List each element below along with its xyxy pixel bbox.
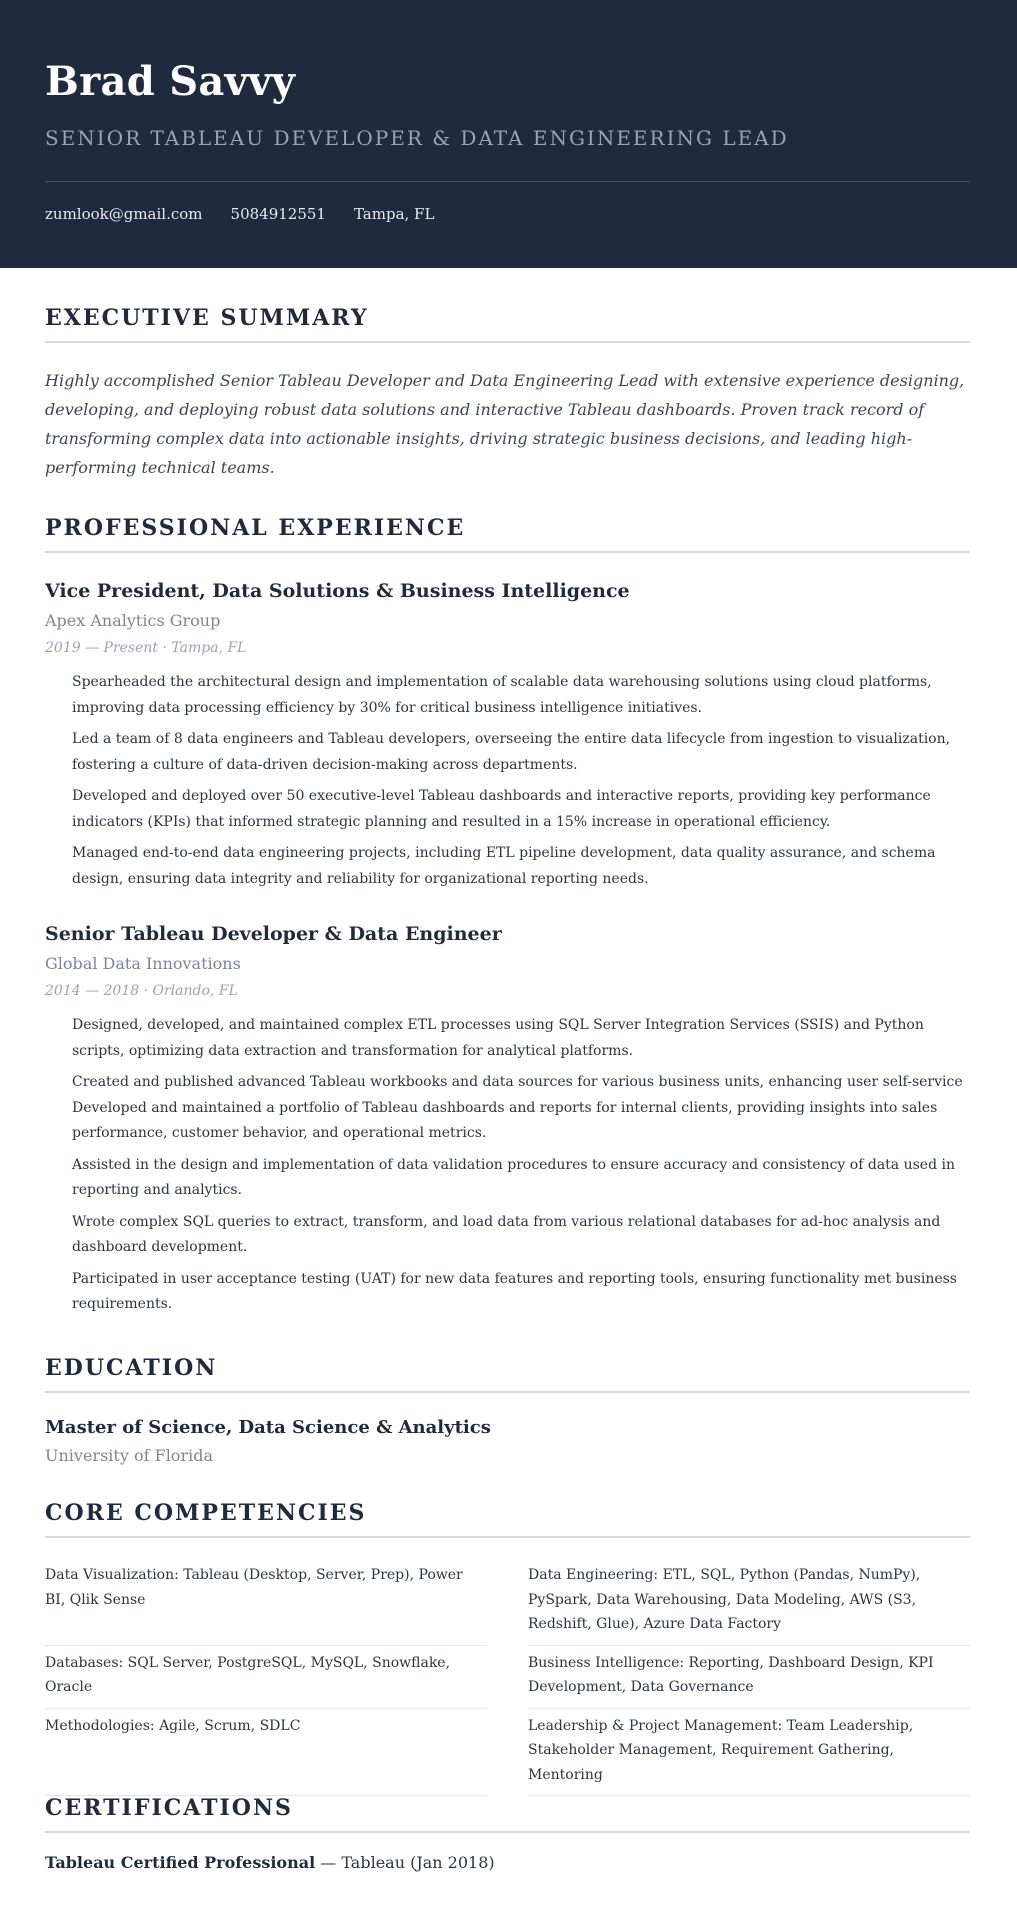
education-school: University of Florida [45, 1446, 213, 1465]
candidate-title: SENIOR TABLEAU DEVELOPER & DATA ENGINEERING LEAD [45, 126, 789, 150]
job-bullet: Developed and deployed over 50 executive-level Tableau dashboards and interactive reports, providing key performance indicators (KPIs) that informed strategic planning and resulted in a 15% increase in operational efficiency. [72, 788, 931, 830]
job-bullet: Participated in user acceptance testing (UAT) for new data features and reporting tools, ensuring functionality met business requirements. [72, 1270, 957, 1312]
job-title: Vice President, Data Solutions & Business Intelligence [45, 580, 630, 602]
job-bullet: Developed and maintained a portfolio of Tableau dashboards and reports for internal clients, providing insights into sales performance, customer behavior, and operational metrics. [72, 1099, 938, 1141]
competency-item: Methodologies: Agile, Scrum, SDLC [45, 1709, 487, 1797]
job-bullet-list [72, 1013, 972, 1324]
job-bullet: Created and published advanced Tableau workbooks and data sources for various business units, enhancing user self-service [72, 1074, 963, 1090]
job-dates: 2014 — 2018 · Orlando, FL [45, 983, 238, 999]
competency-item: Databases: SQL Server, PostgreSQL, MySQL, Snowflake, Oracle [45, 1646, 487, 1709]
job-bullet: Assisted in the design and implementation of data validation procedures to ensure accuracy and consistency of data used in reporting and analytics. [72, 1156, 955, 1198]
resume-header [0, 0, 1017, 268]
job-bullet: Wrote complex SQL queries to extract, transform, and load data from various relational databases for ad-hoc analysis and dashboard development. [72, 1213, 941, 1255]
competencies-grid [45, 1558, 970, 1796]
job-title: Senior Tableau Developer & Data Engineer [45, 923, 502, 945]
section-heading-summary: EXECUTIVE SUMMARY [45, 305, 970, 343]
contact-location: Tampa, FL [353, 205, 435, 223]
contact-email[interactable]: zumlook@gmail.com [45, 205, 203, 223]
summary-text: Highly accomplished Senior Tableau Developer and Data Engineering Lead with extensive experience designing, developing, and deploying robust data solutions and interactive Tableau dashboards. Proven track record of transforming complex data into actionable insights, driving strategic business decisions, and leading high-performing technical teams. [45, 371, 965, 477]
header-divider [45, 181, 970, 182]
job-dates: 2019 — Present · Tampa, FL [45, 640, 247, 656]
competency-item: Business Intelligence: Reporting, Dashboard Design, KPI Development, Data Governance [528, 1646, 970, 1709]
certification-detail: Tableau (Jan 2018) [341, 1853, 495, 1872]
competency-item: Data Visualization: Tableau (Desktop, Server, Prep), Power BI, Qlik Sense [45, 1558, 487, 1646]
contact-phone[interactable]: 5084912551 [230, 205, 326, 223]
competency-item: Leadership & Project Management: Team Leadership, Stakeholder Management, Requirement Gathering, Mentoring [528, 1709, 970, 1797]
job-bullet: Designed, developed, and maintained complex ETL processes using SQL Server Integration Services (SSIS) and Python scripts, optimizing data extraction and transformation for analytical platforms. [72, 1017, 924, 1059]
job-bullet: Spearheaded the architectural design and implementation of scalable data warehousing solutions using cloud platforms, improving data processing efficiency by 30% for critical business intelligence initiatives. [72, 674, 932, 716]
job-company: Global Data Innovations [45, 954, 241, 973]
job-bullet-list [72, 670, 972, 898]
job-bullet: Managed end-to-end data engineering projects, including ETL pipeline development, data quality assurance, and schema design, ensuring data integrity and reliability for organizational reporting needs. [72, 845, 936, 887]
section-heading-education: EDUCATION [45, 1355, 970, 1393]
certification-name: Tableau Certified Professional [45, 1853, 316, 1872]
job-bullet: Led a team of 8 data engineers and Tableau developers, overseeing the entire data lifecycle from ingestion to visualization, fostering a culture of data-driven decision-making across departments. [72, 731, 951, 773]
section-heading-certifications: CERTIFICATIONS [45, 1795, 970, 1833]
certification-entry [45, 1853, 495, 1872]
candidate-name: Brad Savvy [45, 58, 296, 105]
education-degree: Master of Science, Data Science & Analytics [45, 1417, 491, 1438]
job-company: Apex Analytics Group [45, 611, 221, 630]
contact-info [45, 205, 434, 223]
section-heading-competencies: CORE COMPETENCIES [45, 1500, 970, 1538]
section-heading-experience: PROFESSIONAL EXPERIENCE [45, 515, 970, 553]
competency-item: Data Engineering: ETL, SQL, Python (Pandas, NumPy), PySpark, Data Warehousing, Data Modeling, AWS (S3, Redshift, Glue), Azure Data Factory [528, 1558, 970, 1646]
certification-separator: — [315, 1853, 342, 1872]
